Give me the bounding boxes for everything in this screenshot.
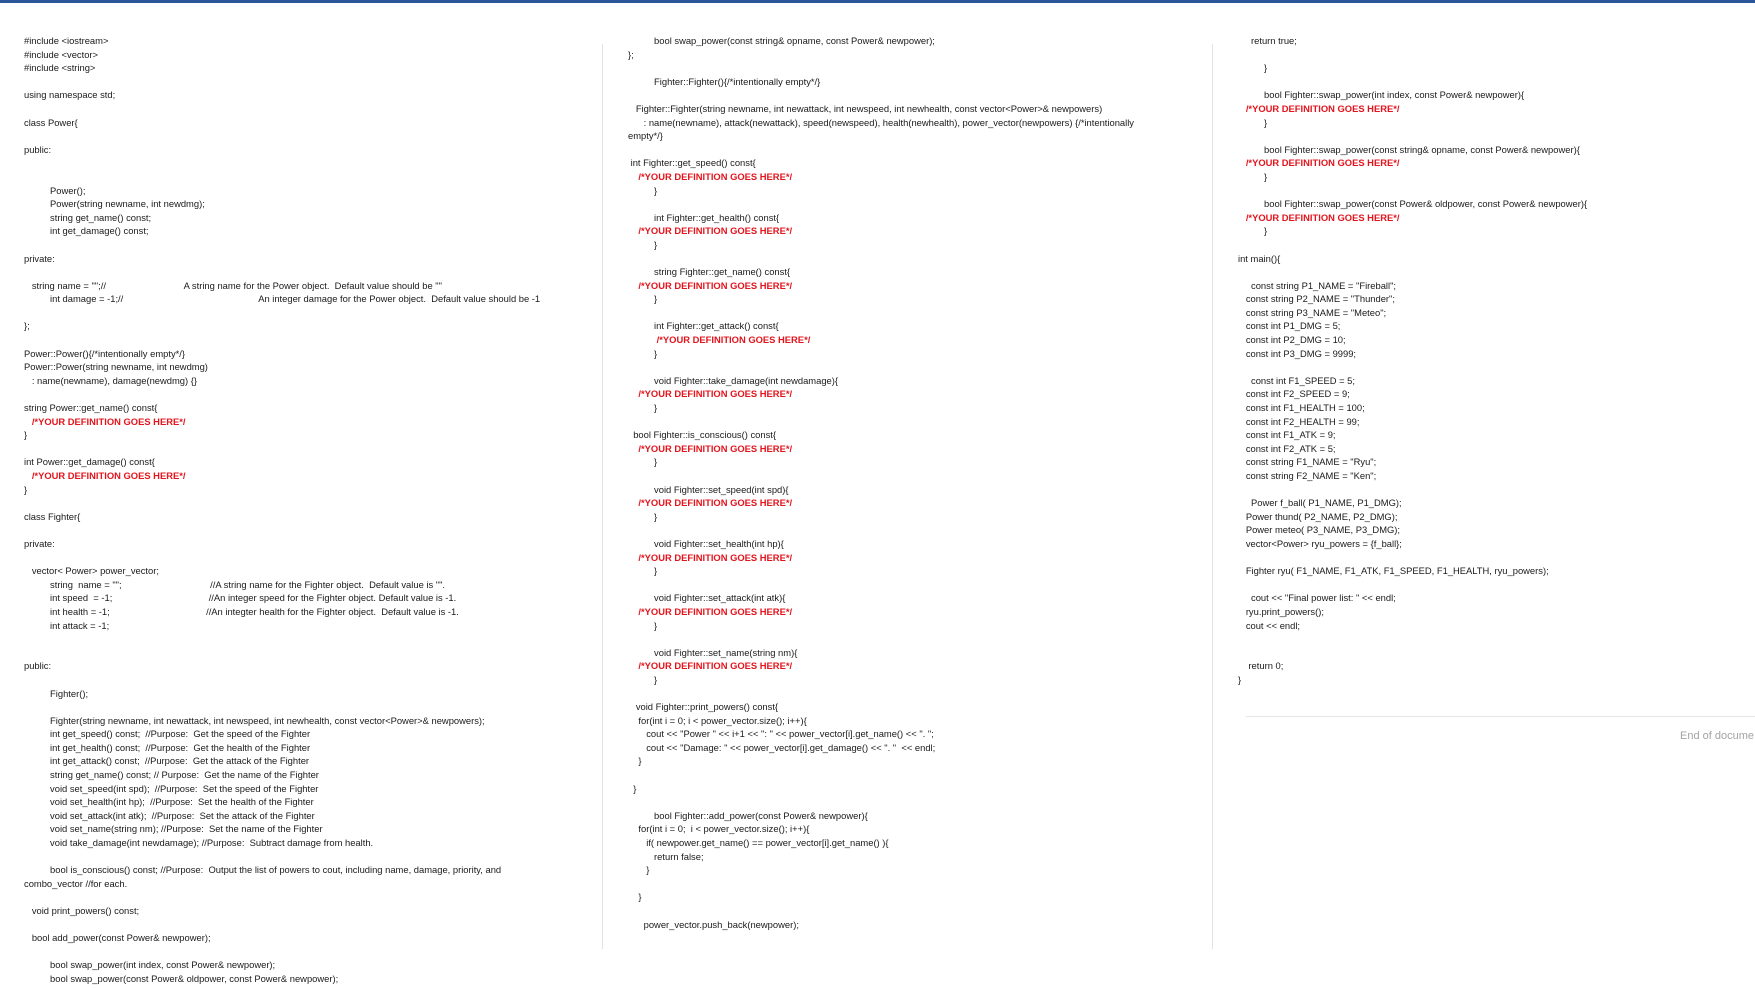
definition-placeholder-line: /*YOUR DEFINITION GOES HERE*/ xyxy=(24,470,186,481)
code-line: int Power::get_damage() const{ xyxy=(24,456,155,468)
code-line: #include <iostream> xyxy=(24,35,109,46)
code-line: bool Fighter::add_power(const Power& newpower){ xyxy=(628,809,868,821)
code-line: } xyxy=(628,293,658,305)
code-line: } xyxy=(24,483,28,495)
code-line: const int P2_DMG = 10; xyxy=(1238,334,1346,346)
code-line: void set_attack(int atk); //Purpose: Set the attack of the Fighter xyxy=(24,809,315,821)
code-line: int Fighter::get_speed() const{ xyxy=(628,157,756,169)
code-line: void Fighter::set_attack(int atk){ xyxy=(628,592,786,604)
window-top-accent xyxy=(0,0,1755,3)
code-line: void set_name(string nm); //Purpose: Set the name of the Fighter xyxy=(24,823,323,835)
code-line xyxy=(24,170,596,184)
definition-placeholder-line: /*YOUR DEFINITION GOES HERE*/ xyxy=(628,170,793,182)
code-line xyxy=(628,252,1200,266)
code-line xyxy=(1238,646,1755,660)
code-line xyxy=(628,795,1200,809)
code-line: #include <vector> xyxy=(24,48,99,60)
code-line: string Fighter::get_name() const{ xyxy=(628,266,791,278)
code-line: cout << "Damage: " << power_vector[i].get_damage() << ". " << endl; xyxy=(628,741,936,753)
definition-placeholder-line: /*YOUR DEFINITION GOES HERE*/ xyxy=(628,497,793,509)
code-line: Fighter(); xyxy=(24,687,89,699)
code-line xyxy=(628,197,1200,211)
code-line: const int P3_DMG = 9999; xyxy=(1238,347,1357,359)
code-line: bool add_power(const Power& newpower); xyxy=(24,932,211,944)
definition-placeholder-line: /*YOUR DEFINITION GOES HERE*/ xyxy=(628,334,811,346)
code-line: public: xyxy=(24,660,52,672)
definition-placeholder-line: /*YOUR DEFINITION GOES HERE*/ xyxy=(628,605,793,617)
definition-placeholder-line: /*YOUR DEFINITION GOES HERE*/ xyxy=(24,415,186,427)
code-line: class Fighter{ xyxy=(24,510,81,522)
code-line xyxy=(628,632,1200,646)
code-line: string get_name() const; xyxy=(24,211,152,223)
code-line: } xyxy=(628,402,658,414)
code-line: const string P1_NAME = "Fireball"; xyxy=(1238,279,1397,291)
code-line: }; xyxy=(24,320,30,332)
code-line: power_vector.push_back(newpower); xyxy=(628,918,799,930)
code-line: bool swap_power(int index, const Power& newpower); xyxy=(24,959,276,971)
code-line: return true; xyxy=(1238,35,1297,46)
code-line: const int F2_SPEED = 9; xyxy=(1238,388,1350,400)
code-line: } xyxy=(628,510,658,522)
code-line xyxy=(628,469,1200,483)
code-line: } xyxy=(1238,225,1268,237)
code-line: } xyxy=(628,864,650,876)
code-line xyxy=(24,646,596,660)
code-line xyxy=(24,238,596,252)
code-line: for(int i = 0; i < power_vector.size(); i++){ xyxy=(628,823,810,835)
code-line: int speed = -1; //An integer speed for the Fighter object. Default value is -1. xyxy=(24,592,457,604)
code-line: bool Fighter::swap_power(const Power& oldpower, const Power& newpower){ xyxy=(1238,198,1588,210)
code-line: int damage = -1;// An integer damage for the Power object. Default value should be -1 xyxy=(24,293,541,305)
code-line xyxy=(628,904,1200,918)
definition-placeholder-line: /*YOUR DEFINITION GOES HERE*/ xyxy=(628,225,793,237)
code-line: ryu.print_powers(); xyxy=(1238,605,1324,617)
code-line: int get_attack() const; //Purpose: Get the attack of the Fighter xyxy=(24,755,310,767)
code-line: cout << "Power " << i+1 << ": " << power_vector[i].get_name() << ". "; xyxy=(628,728,934,740)
code-line xyxy=(24,496,596,510)
code-line: void Fighter::set_name(string nm){ xyxy=(628,646,798,658)
code-line: bool is_conscious() const; //Purpose: Output the list of powers to cout, including name, damage, priority, and xyxy=(24,864,502,876)
code-line: const int F1_HEALTH = 100; xyxy=(1238,402,1365,414)
code-line: const int P1_DMG = 5; xyxy=(1238,320,1341,332)
definition-placeholder-line: /*YOUR DEFINITION GOES HERE*/ xyxy=(1238,102,1400,114)
code-line: string name = "";// A string name for the Power object. Default value should be "" xyxy=(24,279,442,291)
code-line: bool swap_power(const string& opname, const Power& newpower); xyxy=(628,35,935,46)
code-line xyxy=(1238,184,1755,198)
code-line xyxy=(24,890,596,904)
code-line xyxy=(24,673,596,687)
code-line: const int F2_HEALTH = 99; xyxy=(1238,415,1360,427)
definition-placeholder-line: /*YOUR DEFINITION GOES HERE*/ xyxy=(1238,211,1400,223)
code-line xyxy=(1238,483,1755,497)
code-line xyxy=(24,265,596,279)
code-line: } xyxy=(628,238,658,250)
code-line xyxy=(24,333,596,347)
code-line: empty*/} xyxy=(628,130,663,142)
code-line: int get_health() const; //Purpose: Get the health of the Fighter xyxy=(24,741,311,753)
code-line xyxy=(628,415,1200,429)
code-line: Power(string newname, int newdmg); xyxy=(24,198,205,210)
code-line: bool Fighter::swap_power(const string& opname, const Power& newpower){ xyxy=(1238,143,1580,155)
code-line: int attack = -1; xyxy=(24,619,110,631)
code-line: } xyxy=(628,184,658,196)
code-line: const string F2_NAME = "Ken"; xyxy=(1238,470,1377,481)
code-line xyxy=(1238,360,1755,374)
definition-placeholder-line: /*YOUR DEFINITION GOES HERE*/ xyxy=(628,442,793,454)
code-line: void Fighter::set_health(int hp){ xyxy=(628,537,784,549)
code-line xyxy=(24,442,596,456)
code-line xyxy=(628,687,1200,701)
code-line: const int F2_ATK = 5; xyxy=(1238,442,1336,454)
code-line xyxy=(1238,632,1755,646)
code-line xyxy=(628,523,1200,537)
page-divider-1 xyxy=(602,44,603,949)
code-line: int get_speed() const; //Purpose: Get the speed of the Fighter xyxy=(24,728,311,740)
code-line: bool swap_power(const Power& oldpower, const Power& newpower); xyxy=(24,972,339,984)
code-line: void Fighter::set_speed(int spd){ xyxy=(628,483,789,495)
code-line: string Power::get_name() const{ xyxy=(24,402,158,414)
code-line xyxy=(628,306,1200,320)
code-line xyxy=(628,877,1200,891)
page-column-3 xyxy=(1238,34,1755,949)
definition-placeholder-line: /*YOUR DEFINITION GOES HERE*/ xyxy=(1238,157,1400,169)
code-line: } xyxy=(1238,170,1268,182)
code-line xyxy=(628,578,1200,592)
code-line xyxy=(24,945,596,959)
code-line: int Fighter::get_health() const{ xyxy=(628,211,780,223)
code-line xyxy=(24,306,596,320)
code-line: for(int i = 0; i < power_vector.size(); i++){ xyxy=(628,714,807,726)
code-line: void Fighter::take_damage(int newdamage){ xyxy=(628,374,839,386)
code-line: Fighter ryu( F1_NAME, F1_ATK, F1_SPEED, F1_HEALTH, ryu_powers); xyxy=(1238,565,1549,577)
code-line xyxy=(628,768,1200,782)
code-line: cout << endl; xyxy=(1238,619,1301,631)
code-line xyxy=(1238,48,1755,62)
code-line: } xyxy=(628,565,658,577)
code-line: Power::Power(){/*intentionally empty*/} xyxy=(24,347,186,359)
code-line: } xyxy=(628,673,658,685)
code-line: void print_powers() const; xyxy=(24,905,140,916)
code-line: Fighter::Fighter(string newname, int newattack, int newspeed, int newhealth, const vector<Power>& newpowers) xyxy=(628,102,1103,114)
code-line xyxy=(24,551,596,565)
definition-placeholder-line: /*YOUR DEFINITION GOES HERE*/ xyxy=(628,551,793,563)
code-line xyxy=(24,156,596,170)
code-line: Power meteo( P3_NAME, P3_DMG); xyxy=(1238,524,1401,536)
code-line: public: xyxy=(24,143,52,155)
code-line: Fighter(string newname, int newattack, int newspeed, int newhealth, const vector<Power>& newpowers); xyxy=(24,714,485,726)
code-line: }; xyxy=(628,48,634,60)
code-line xyxy=(24,918,596,932)
code-line: bool Fighter::is_conscious() const{ xyxy=(628,429,776,441)
code-line: vector<Power> ryu_powers = {f_ball}; xyxy=(1238,537,1402,549)
code-line xyxy=(628,88,1200,102)
code-line: private: xyxy=(24,537,55,549)
code-line: } xyxy=(628,891,642,903)
code-line: } xyxy=(628,619,658,631)
code-line: Power thund( P2_NAME, P2_DMG); xyxy=(1238,510,1398,522)
code-line xyxy=(628,360,1200,374)
code-line: if( newpower.get_name() == power_vector[i].get_name() ){ xyxy=(628,837,889,849)
code-line xyxy=(24,75,596,89)
code-line xyxy=(24,387,596,401)
code-line: void Fighter::print_powers() const{ xyxy=(628,701,779,713)
code-line xyxy=(24,632,596,646)
definition-placeholder-line: /*YOUR DEFINITION GOES HERE*/ xyxy=(628,279,793,291)
code-line: Power f_ball( P1_NAME, P1_DMG); xyxy=(1238,497,1402,509)
code-line: void take_damage(int newdamage); //Purpose: Subtract damage from health. xyxy=(24,837,374,849)
code-line: vector< Power> power_vector; xyxy=(24,565,159,577)
code-line: void set_speed(int spd); //Purpose: Set the speed of the Fighter xyxy=(24,782,319,794)
end-of-document-note: End of docume xyxy=(1680,730,1754,742)
code-line xyxy=(1238,129,1755,143)
code-line: bool Fighter::swap_power(int index, const Power& newpower){ xyxy=(1238,89,1525,101)
code-line: int get_damage() const; xyxy=(24,225,149,237)
code-line: #include <string> xyxy=(24,62,96,74)
page-column-2 xyxy=(628,34,1200,949)
code-line: : name(newname), attack(newattack), speed(newspeed), health(newhealth), power_vector(newpowers) {/*intentionally xyxy=(628,116,1134,128)
code-line: } xyxy=(1238,116,1268,128)
code-line: } xyxy=(1238,673,1242,685)
code-line: return false; xyxy=(628,850,704,862)
code-line: combo_vector //for each. xyxy=(24,877,128,889)
code-line: int health = -1; //An integter health for the Fighter object. Default value is -1. xyxy=(24,605,459,617)
code-line: const string P2_NAME = "Thunder"; xyxy=(1238,293,1395,305)
code-line: private: xyxy=(24,252,55,264)
code-line xyxy=(628,61,1200,75)
code-line xyxy=(24,129,596,143)
code-line xyxy=(628,143,1200,157)
code-line xyxy=(24,700,596,714)
code-line xyxy=(24,102,596,116)
code-line: } xyxy=(628,755,642,767)
code-line: } xyxy=(24,429,28,441)
code-line: Fighter::Fighter(){/*intentionally empty*/} xyxy=(628,75,821,87)
code-line xyxy=(1238,238,1755,252)
code-line: int main(){ xyxy=(1238,252,1281,264)
code-line: } xyxy=(628,347,658,359)
code-line: const string F1_NAME = "Ryu"; xyxy=(1238,456,1377,468)
code-line: : name(newname), damage(newdmg) {} xyxy=(24,374,198,386)
code-line: Power::Power(string newname, int newdmg) xyxy=(24,361,208,373)
code-line xyxy=(1238,265,1755,279)
code-line: Power(); xyxy=(24,184,86,196)
page-divider-2 xyxy=(1212,44,1213,949)
code-line: string get_name() const; // Purpose: Get the name of the Fighter xyxy=(24,769,319,781)
code-line: string name = ""; //A string name for the Fighter object. Default value is "". xyxy=(24,578,446,590)
page-column-1 xyxy=(24,34,596,984)
code-line: } xyxy=(1238,62,1268,74)
code-line xyxy=(24,523,596,537)
code-line xyxy=(24,850,596,864)
code-line: const int F1_ATK = 9; xyxy=(1238,429,1336,441)
code-line: class Power{ xyxy=(24,116,78,128)
code-line: int Fighter::get_attack() const{ xyxy=(628,320,779,332)
code-line: const int F1_SPEED = 5; xyxy=(1238,374,1355,386)
definition-placeholder-line: /*YOUR DEFINITION GOES HERE*/ xyxy=(628,388,793,400)
end-of-document-rule xyxy=(1246,716,1755,717)
code-line: const string P3_NAME = "Meteo"; xyxy=(1238,306,1387,318)
code-line: return 0; xyxy=(1238,660,1284,672)
code-line xyxy=(1238,75,1755,89)
code-line: cout << "Final power list: " << endl; xyxy=(1238,592,1396,604)
code-line: } xyxy=(628,456,658,468)
definition-placeholder-line: /*YOUR DEFINITION GOES HERE*/ xyxy=(628,660,793,672)
code-line xyxy=(1238,551,1755,565)
code-line: } xyxy=(628,782,637,794)
code-line xyxy=(1238,578,1755,592)
code-line: using namespace std; xyxy=(24,89,116,101)
code-line: void set_health(int hp); //Purpose: Set the health of the Fighter xyxy=(24,796,314,808)
